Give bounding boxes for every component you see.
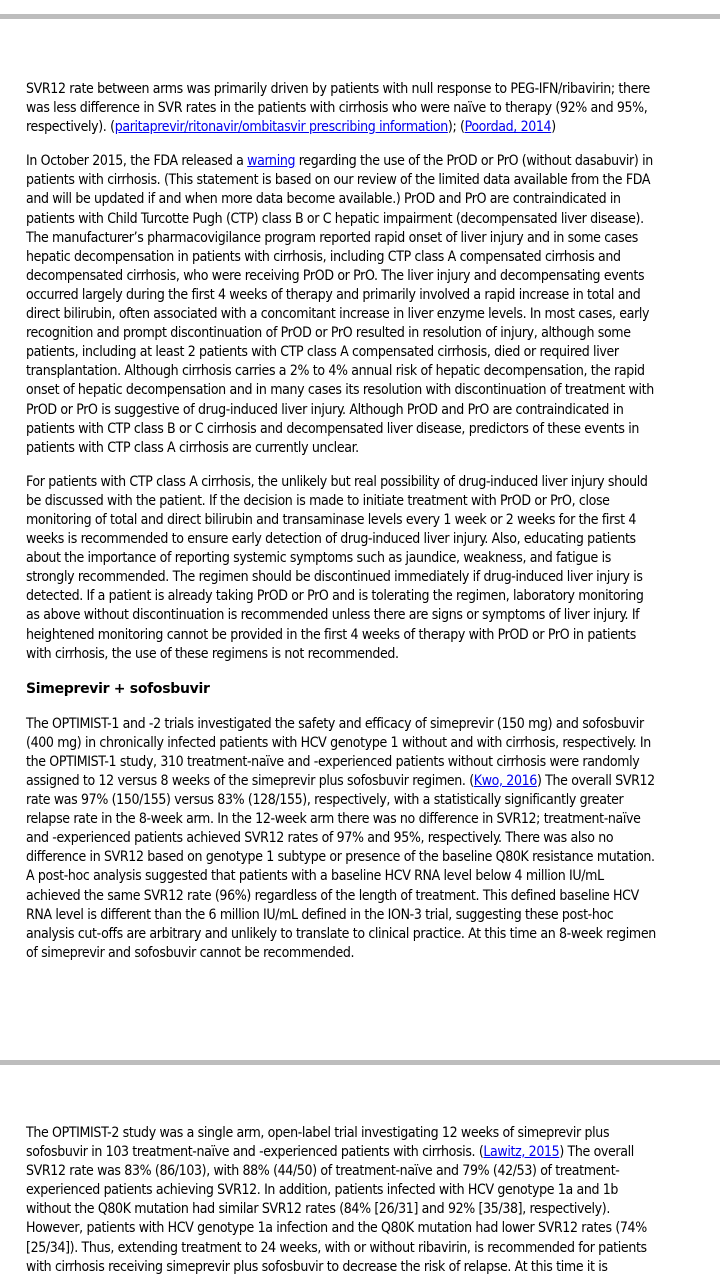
text-line: decompensated cirrhosis, who were receiving PrOD or PrO. The liver injury and decompensating events [26,267,645,284]
text-line: heightened monitoring cannot be provided in the first 4 weeks of therapy with PrOD or PrO in patients [26,626,636,643]
text-line: patients, including at least 2 patients with CTP class A compensated cirrhosis, died or required liver [26,344,619,361]
reference-link[interactable]: warning [247,153,296,170]
text-line: However, patients with HCV genotype 1a infection and the Q80K mutation had lower SVR12 rates (74% [26,1220,647,1237]
text-line: In October 2015, the FDA released a warning regarding the use of the PrOD or PrO (without dasabuvir) in [26,153,653,170]
text-line: be discussed with the patient. If the decision is made to initiate treatment with PrOD or PrO, close [26,492,610,509]
text-line: patients with cirrhosis. (This statement is based on our review of the limited data available from the FDA [26,172,651,189]
text-line: hepatic decompensation in patients with cirrhosis, including CTP class A compensated cirrhosis and [26,248,621,265]
text-line: analysis cut-offs are arbitrary and unlikely to translate to clinical practice. At this time an 8-week regimen [26,925,656,942]
text-line: respectively). (paritaprevir/ritonavir/ombitasvir prescribing information); (Poordad, 2014) [26,119,556,136]
reference-link[interactable]: Poordad, 2014 [464,119,552,136]
text-line: rate was 97% (150/155) versus 83% (128/155), respectively, with a statistically significantly greater [26,792,624,809]
reference-link[interactable]: Lawitz, 2015 [483,1144,560,1161]
paragraph-ctp-class-a [26,473,720,664]
text-line: A post-hoc analysis suggested that patients with a baseline HCV RNA level below 4 million IU/mL [26,868,604,885]
text-line: strongly recommended. The regimen should be discontinued immediately if drug-induced liver injury is [26,569,643,586]
text-line: [25/34]). Thus, extending treatment to 24 weeks, with or without ribavirin, is recommended for patients [26,1239,647,1256]
page-1-content [26,80,720,963]
text-line: with cirrhosis receiving simeprevir plus sofosbuvir to decrease the risk of relapse. At this time it is [26,1258,608,1275]
text-line: detected. If a patient is already taking PrOD or PrO and is tolerating the regimen, laboratory monitoring [26,588,644,605]
text-line: achieved the same SVR12 rate (96%) regardless of the length of treatment. This defined baseline HCV [26,887,639,904]
text-line: of simeprevir and sofosbuvir cannot be recommended. [26,944,355,961]
text-line: PrOD or PrO is suggestive of drug-induced liver injury. Although PrOD and PrO are contraindicated in [26,401,624,418]
section-heading-simeprevir-sofosbuvir: Simeprevir + sofosbuvir [26,680,210,697]
text-line: patients with CTP class B or C cirrhosis and decompensated liver disease, predictors of these events in [26,420,640,437]
text-line: with cirrhosis, the use of these regimens is not recommended. [26,645,399,662]
text-line: and will be updated if and when more data become available.) PrOD and PrO are contraindicated in [26,191,621,208]
reference-link[interactable]: paritaprevir/ritonavir/ombitasvir prescribing information [114,119,448,136]
text-line: (400 mg) in chronically infected patients with HCV genotype 1 without and with cirrhosis, respectively. In [26,734,651,751]
text-line: RNA level is different than the 6 million IU/mL defined in the ION-3 trial, suggesting these post-hoc [26,906,614,923]
reference-link[interactable]: Kwo, 2016 [473,773,537,789]
page-2-content [26,1124,720,1277]
text-line: recognition and prompt discontinuation of PrOD or PrO resulted in resolution of injury, although some [26,325,631,342]
text-line: monitoring of total and direct bilirubin and transaminase levels every 1 week or 2 weeks for the first 4 [26,511,637,528]
text-line: weeks is recommended to ensure early detection of drug-induced liver injury. Also, educating patients [26,531,636,548]
text-line: as above without discontinuation is recommended unless there are signs or symptoms of liver injury. If [26,607,640,624]
text-line: The OPTIMIST-1 and -2 trials investigated the safety and efficacy of simeprevir (150 mg) and sofosbuvir [26,715,644,732]
text-line: onset of hepatic decompensation and in many cases its resolution with discontinuation of treatment with [26,382,654,399]
text-line: SVR12 rate between arms was primarily driven by patients with null response to PEG-IFN/ribavirin; there [26,81,650,97]
text-line: without the Q80K mutation had similar SVR12 rates (84% [26/31] and 92% [35/38], respectively). [26,1201,610,1218]
text-line: transplantation. Although cirrhosis carries a 2% to 4% annual risk of hepatic decompensation, the rapid [26,363,645,380]
paragraph-fda-warning [26,152,720,458]
text-line: The manufacturer’s pharmacovigilance program reported rapid onset of liver injury and in some cases [26,229,638,246]
text-line: the OPTIMIST-1 study, 310 treatment-naïve and -experienced patients without cirrhosis were randomly [26,753,640,770]
text-line: relapse rate in the 8-week arm. In the 12-week arm there was no difference in SVR12; treatment-naïve [26,811,641,828]
text-line: experienced patients achieving SVR12. In addition, patients infected with HCV genotype 1a and 1b [26,1182,619,1199]
text-line: difference in SVR12 based on genotype 1 subtype or presence of the baseline Q80K resistance mutation. [26,849,655,866]
text-line: about the importance of reporting systemic symptoms such as jaundice, weakness, and fatigue is [26,550,611,567]
text-line: direct bilirubin, often associated with a concomitant increase in liver enzyme levels. In most cases, early [26,306,650,323]
paragraph-optimist-1 [26,715,720,963]
text-line: For patients with CTP class A cirrhosis, the unlikely but real possibility of drug-induced liver injury should [26,473,648,490]
paragraph-svr12-arms [26,80,720,137]
text-line: occurred largely during the first 4 weeks of therapy and primarily involved a rapid increase in total and [26,286,641,303]
page-separator-top [0,14,720,19]
text-line: sofosbuvir in 103 treatment-naïve and -experienced patients with cirrhosis. (Lawitz, 2015) The overall [26,1144,634,1161]
text-line: was less difference in SVR rates in the patients with cirrhosis who were naïve to therapy (92% and 95%, [26,100,648,117]
text-line: patients with CTP class A cirrhosis are currently unclear. [26,439,359,456]
text-line: assigned to 12 versus 8 weeks of the simeprevir plus sofosbuvir regimen. (Kwo, 2016) The overall SVR12 [26,773,655,789]
text-line: The OPTIMIST-2 study was a single arm, open-label trial investigating 12 weeks of simeprevir plus [26,1125,610,1141]
paragraph-optimist-2 [26,1124,720,1277]
page-separator-bottom [0,1060,720,1065]
text-line: and -experienced patients achieved SVR12 rates of 97% and 95%, respectively. There was also no [26,830,614,847]
text-line: SVR12 rate was 83% (86/103), with 88% (44/50) of treatment-naïve and 79% (42/53) of treatment- [26,1163,620,1180]
text-line: patients with Child Turcotte Pugh (CTP) class B or C hepatic impairment (decompensated liver disease). [26,210,644,227]
